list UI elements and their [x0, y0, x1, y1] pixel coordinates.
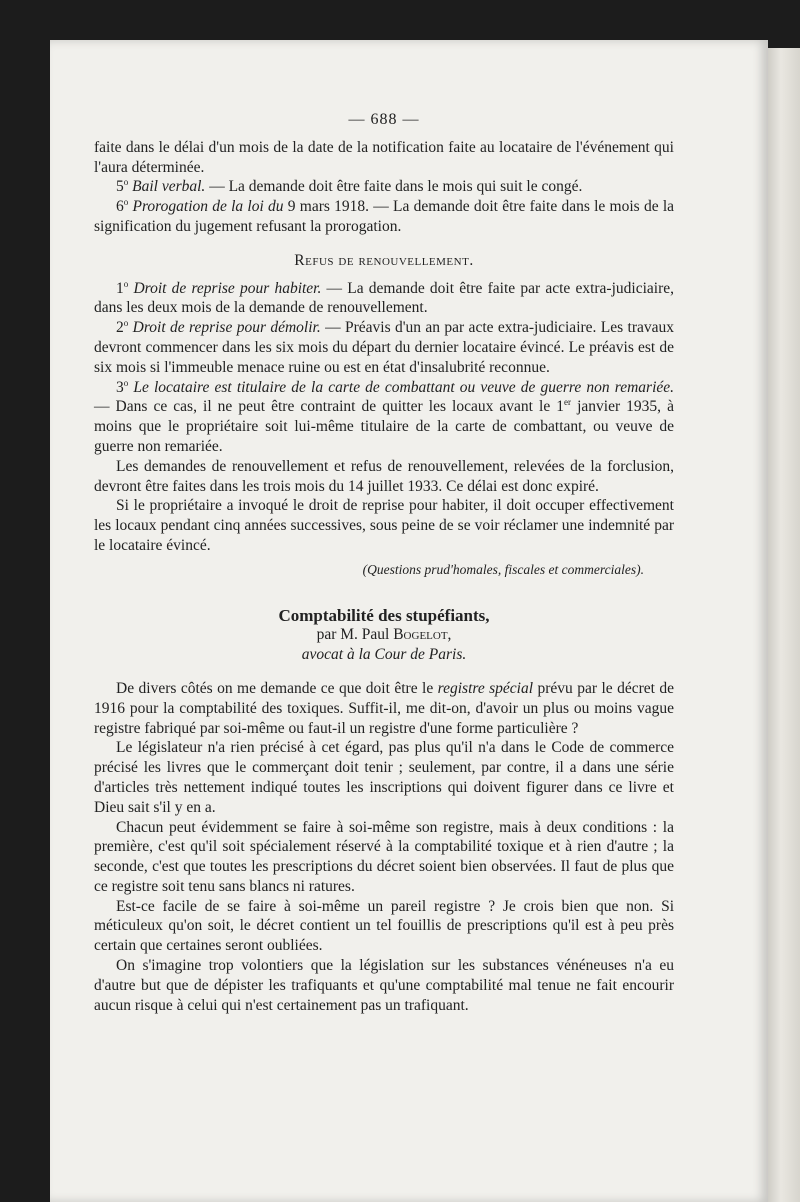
paragraph-continuation: faite dans le délai d'un mois de la date de la notification faite au locataire de l'événement qui l'aura déterminée. — [94, 138, 674, 176]
page-number: — 688 — — [348, 111, 420, 128]
paragraph-bail-verbal: 5$^o$ Bail verbal. — La demande doit être faite dans le mois qui suit le congé. — [116, 177, 583, 196]
section-heading: Refus de renouvellement. — [294, 251, 474, 269]
paragraph-legislation: On s'imagine trop volontiers que la législation sur les substances vénéneuses n'a eu d'autre but que de dépister les trafiquants et qu'une comptabilité mal tenue ne fait encourir aucun risque à celui qui n'est certainement pas un trafiquant. — [94, 957, 674, 1014]
paragraph-prorogation: 6$^o$ Prorogation de la loi du 9 mars 1918. — La demande doit être faite dans le mois de la signification du jugement refusant la prorogation. — [94, 197, 675, 235]
author-affiliation: avocat à la Cour de Paris. — [301, 646, 467, 664]
paragraph-legislateur: Le législateur n'a rien précisé à cet égard, pas plus qu'il n'a dans le Code de commerce précisé les livres que le commerçant doit tenir ; seulement, par contre, il a dans une série d'articles très nettement indiqué toutes les inscriptions qui doivent figurer dans ce livre et Dieu sait s'il y en a. — [94, 739, 674, 816]
page-content — [94, 110, 674, 1015]
paragraph-conditions: Chacun peut évidemment se faire à soi-même son registre, mais à deux conditions : la première, c'est qu'il soit spécialement réservé à la comptabilité toxique et à rien d'autre ; la seconde, c'est que toutes les prescriptions du décret soient bien observées. Il faut de plus que ce registre soit tenu sans blancs ni ratures. — [94, 818, 674, 895]
article-title: Comptabilité des stupéfiants, — [278, 605, 490, 625]
paragraph-forclusion: Les demandes de renouvellement et refus de renouvellement, relevées de la forclusion, devront être faites dans les trois mois du 14 juillet 1933. Ce délai est donc expiré. — [94, 457, 674, 495]
paragraph-reprise-demolir: 2$^o$ Droit de reprise pour démolir. — Préavis d'un an par acte extra-judiciaire. Les travaux devront commencer dans les six mois du départ du dernier locataire évincé. Le préavis est de six mois si l'immeuble menace ruine ou est en état d'insalubrité reconnue. — [94, 318, 675, 376]
paragraph-facile: Est-ce facile de se faire à soi-même un pareil registre ? Je crois bien que non. Si méticuleux qu'on soit, le décret contient un tel fouillis de prescriptions qu'il est à peu près certain que certaines seront oubliées. — [94, 897, 674, 955]
paragraph-reprise-obligation: Si le propriétaire a invoqué le droit de reprise pour habiter, il doit occuper effectivement les locaux pendant cinq années successives, sous peine de se voir réclamer une indemnité par le locataire évincé. — [94, 497, 674, 554]
paragraph-combattant: 3$^o$ Le locataire est titulaire de la carte de combattant ou veuve de guerre non remariée. — Dans ce cas, il ne peut être contraint de quitter les locaux avant le 1er janvier 1935, à moins que le propriétaire soit lui-même titulaire de la carte de combattant, ou veuve de guerre non remariée. — [94, 377, 675, 455]
paragraph-reprise-habiter: 1$^o$ Droit de reprise pour habiter. — La demande doit être faite par acte extra-judiciaire, dans les deux mois de la demande de renouvellement. — [94, 278, 674, 317]
page-edge — [768, 48, 800, 1202]
author-name: Bogelot, — [393, 626, 452, 644]
article-byline: par M. Paul Bogelot, — [316, 626, 452, 644]
paragraph-registre: De divers côtés on me demande ce que doit être le registre spécial prévu par le décret de 1916 pour la comptabilité des toxiques. Suffit-il, me dit-on, d'avoir un plus ou moins vague registre fabriqué par soi-même ou faut-il un registre d'une forme particulière ? — [94, 679, 674, 737]
source-citation: (Questions prud'homales, fiscales et commerciales). — [362, 561, 644, 577]
